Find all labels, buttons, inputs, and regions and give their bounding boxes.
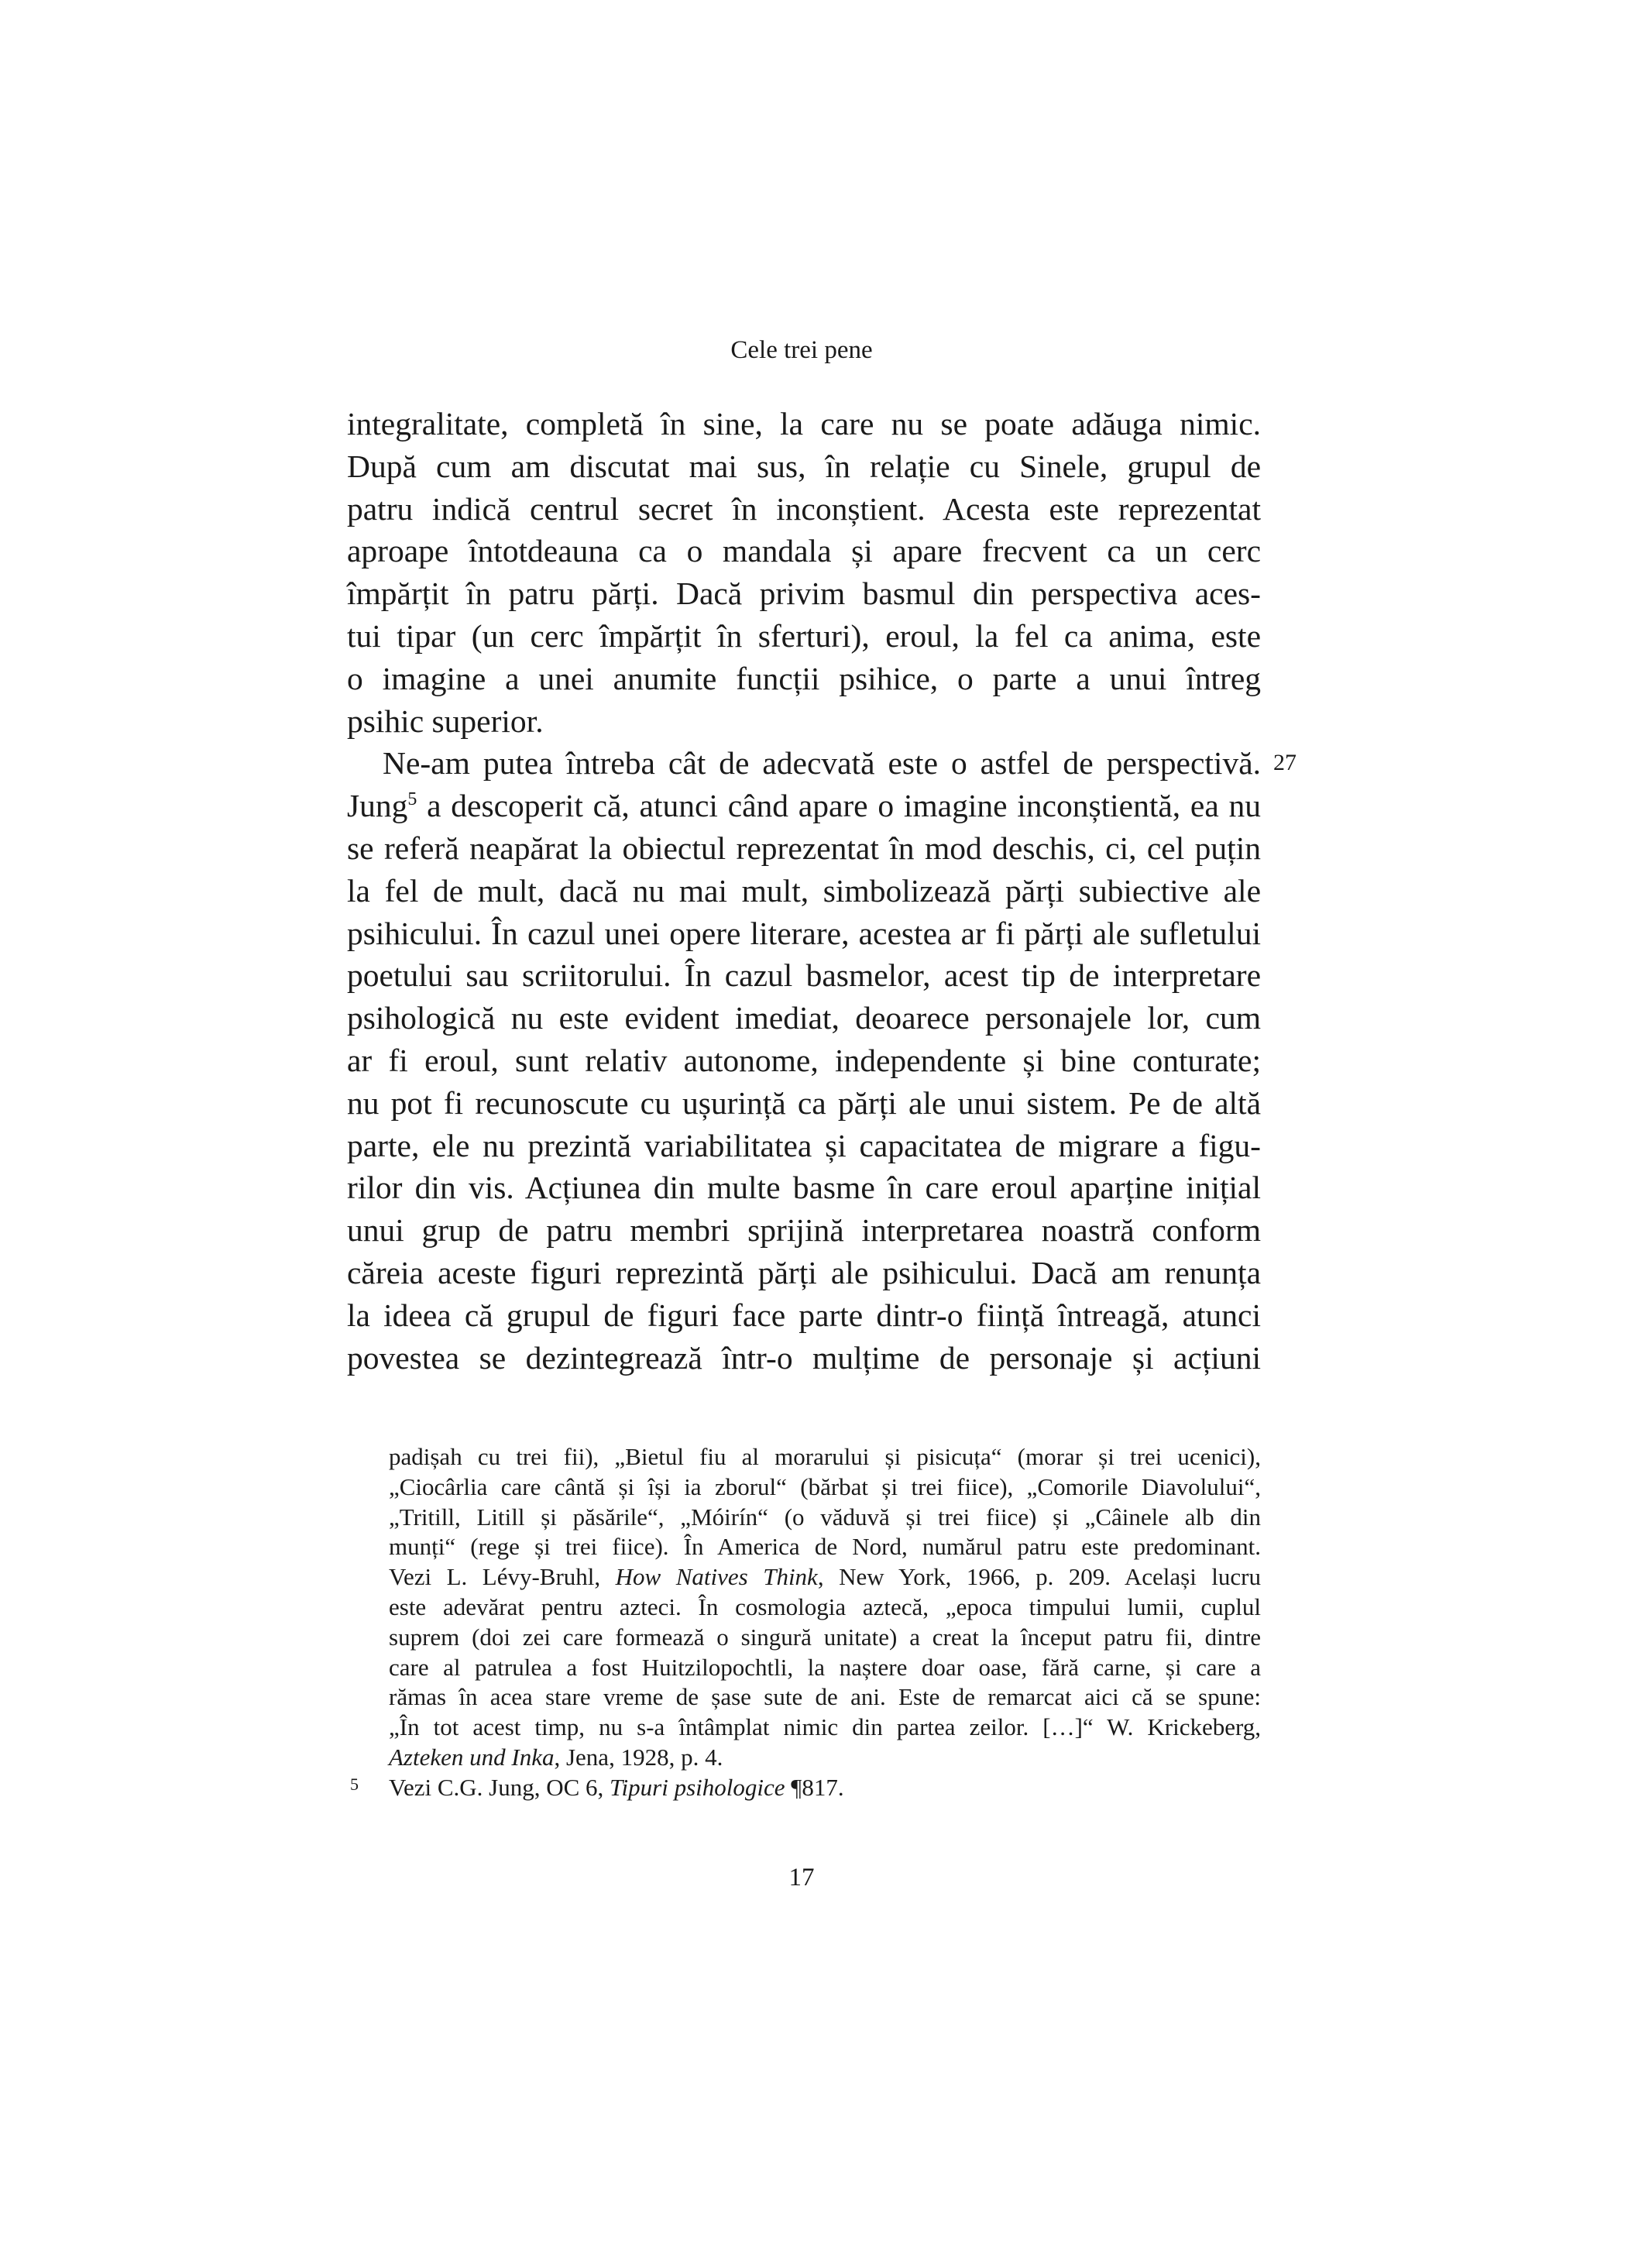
text-line: împărțit în patru părți. Dacă privim basmul din perspectiva aces- [347, 575, 1261, 612]
footnote-line [347, 1743, 1261, 1773]
text-line: psihic superior. [347, 703, 544, 739]
margin-paragraph-number: 27 [1273, 750, 1297, 776]
paragraph-2 [347, 742, 1297, 1379]
footnote-line: care al patrulea a fost Huitzilopochtli, la naștere doar oase, fără carne, și care a [389, 1653, 1261, 1681]
text-segment: Vezi C.G. Jung, OC 6, [389, 1773, 610, 1801]
book-title: Azteken und Inka [389, 1743, 555, 1771]
text-segment: Jung [347, 788, 408, 824]
text-line: Ne-am putea întreba cât de adecvată este o astfel de perspectivă. [383, 745, 1261, 782]
main-text [347, 403, 1297, 1379]
footnote-line [347, 1562, 1261, 1592]
paragraph-1 [347, 403, 1261, 742]
text-line: tui tipar (un cerc împărțit în sferturi), eroul, la fel ca anima, este [347, 617, 1261, 654]
footnote-line [347, 1773, 1261, 1803]
text-segment: ¶817. [785, 1773, 844, 1801]
footnote-marker: 5 [350, 1774, 359, 1794]
text-line: psihicului. În cazul unei opere literare, acestea ar fi părți ale sufletului [347, 915, 1261, 951]
book-title: How Natives Think [615, 1563, 818, 1591]
text-segment: , Jena, 1928, p. 4. [554, 1743, 723, 1771]
footnote-line: suprem (doi zei care formează o singură unitate) a creat la început patru fii, dintre [389, 1623, 1261, 1651]
footnote-line: munți“ (rege și trei fiice). În America de Nord, numărul patru este predominant. [389, 1533, 1261, 1561]
footnote-5 [347, 1773, 1261, 1803]
text-line: la ideea că grupul de figuri face parte dintr-o ființă întreagă, atunci [347, 1297, 1261, 1333]
text-line: După cum am discutat mai sus, în relație cu Sinele, grupul de [347, 448, 1261, 484]
text-line: psihologică nu este evident imediat, deoarece personajele lor, cum [347, 1000, 1261, 1036]
text-line: parte, ele nu prezintă variabilitatea și capacitatea de migrare a figu- [347, 1127, 1261, 1163]
text-line: la fel de mult, dacă nu mai mult, simbolizează părți subiective ale [347, 872, 1261, 909]
text-line: unui grup de patru membri sprijină interpretarea noastră conform [347, 1212, 1261, 1249]
text-line: căreia aceste figuri reprezintă părți ale psihicului. Dacă am renunța [347, 1254, 1261, 1290]
text-segment: a descoperit că, atunci când apare o imagine inconștientă, ea nu [417, 788, 1261, 824]
text-line: aproape întotdeauna ca o mandala și apare frecvent ca un cerc [347, 533, 1261, 569]
text-line: o imagine a unei anumite funcții psihice, o parte a unui întreg [347, 660, 1261, 696]
footnote-line: padișah cu trei fii), „Bietul fiu al morarului și pisicuța“ (morar și trei ucenici), [389, 1443, 1261, 1470]
footnotes [347, 1442, 1261, 1803]
text-segment: Vezi L. Lévy-Bruhl, [389, 1563, 616, 1591]
book-title: Tipuri psihologice [610, 1773, 785, 1801]
footnote-line: este adevărat pentru azteci. În cosmologia aztecă, „epoca timpului lumii, cuplul [389, 1592, 1261, 1620]
text-line: povestea se dezintegrează într-o mulțime de personaje și acțiuni [347, 1339, 1261, 1376]
footnote-continued [347, 1442, 1261, 1773]
footnote-line: „Ciocârlia care cântă și își ia zborul“ (bărbat și trei fiice), „Comorile Diavolului“, [389, 1472, 1261, 1500]
text-line: nu pot fi recunoscute cu ușurință ca părți ale unui sistem. Pe de altă [347, 1084, 1261, 1121]
text-line: rilor din vis. Acțiunea din multe basme în care eroul aparține inițial [347, 1170, 1261, 1206]
text-line: poetului sau scriitorului. În cazul basmelor, acest tip de interpretare [347, 957, 1261, 994]
text-line: ar fi eroul, sunt relativ autonome, independente și bine conturate; [347, 1042, 1261, 1078]
running-head: Cele trei pene [730, 336, 873, 364]
page-number: 17 [788, 1864, 815, 1891]
text-line [347, 785, 1261, 827]
footnote-line: „Tritill, Litill și păsările“, „Móirín“ (o văduvă și trei fiice) și „Câinele alb din [389, 1503, 1261, 1531]
footnote-line: „În tot acest timp, nu s-a întâmplat nimic din partea zeilor. […]“ W. Krickeberg, [389, 1713, 1261, 1741]
text-line: patru indică centrul secret în inconștient. Acesta este reprezentat [347, 490, 1261, 527]
footnote-reference[interactable]: 5 [407, 789, 417, 810]
text-line: se referă neapărat la obiectul reprezentat în mod deschis, ci, cel puțin [347, 830, 1261, 866]
text-segment: , New York, 1966, p. 209. Același lucru [817, 1563, 1261, 1591]
text-line: integralitate, completă în sine, la care nu se poate adăuga nimic. [347, 406, 1261, 441]
footnote-line: rămas în acea stare vreme de șase sute de ani. Este de remarcat aici că se spune: [389, 1683, 1261, 1711]
